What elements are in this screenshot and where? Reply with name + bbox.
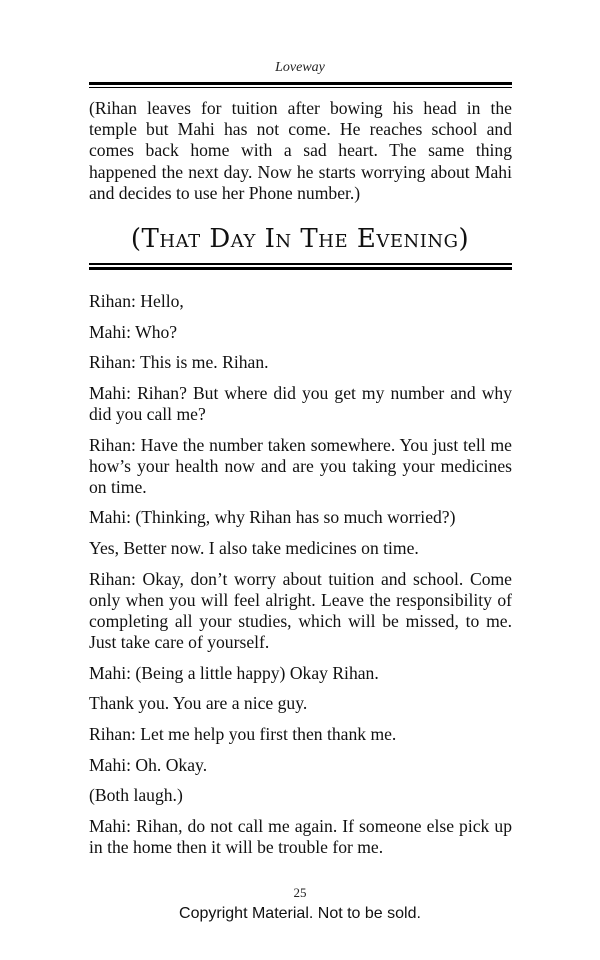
header-rule-thin bbox=[89, 87, 512, 88]
dialogue-line: Rihan: Okay, don’t worry about tuition and school. Come only when you will feel alright. Leave the responsibility of completing all your studies, which will be missed, to me. Just take care of yourself. bbox=[89, 568, 512, 652]
dialogue-line: Rihan: Have the number taken somewhere. You just tell me how’s your health now and are you taking your medicines on time. bbox=[89, 434, 512, 497]
dialogue-line: Yes, Better now. I also take medicines on time. bbox=[89, 538, 419, 559]
heading-rule-thick bbox=[89, 267, 512, 270]
heading-rule-thin bbox=[89, 263, 512, 265]
dialogue-block bbox=[89, 291, 512, 868]
dialogue-line: Mahi: Rihan? But where did you get my number and why did you call me? bbox=[89, 383, 512, 425]
dialogue-line: Mahi: Oh. Okay. bbox=[89, 754, 208, 775]
dialogue-line: Mahi: Rihan, do not call me again. If someone else pick up in the home then it will be trouble for me. bbox=[89, 815, 512, 857]
dialogue-line: (Both laugh.) bbox=[89, 785, 183, 806]
page-number: 25 bbox=[293, 885, 307, 900]
running-header-title: Loveway bbox=[275, 60, 325, 75]
dialogue-line: Mahi: (Thinking, why Rihan has so much worried?) bbox=[89, 507, 456, 528]
dialogue-line: Rihan: Hello, bbox=[89, 291, 184, 311]
header-rule-thick bbox=[89, 82, 512, 85]
chapter-heading: (That Day In The Evening) bbox=[130, 224, 470, 254]
dialogue-line: Rihan: This is me. Rihan. bbox=[89, 352, 269, 373]
copyright-notice: Copyright Material. Not to be sold. bbox=[179, 905, 421, 922]
intro-paragraph: (Rihan leaves for tuition after bowing his head in the temple but Mahi has not come. He reaches school and comes back home with a sad heart. The same thing happened the next day. Now he starts worrying about Mahi and decides to use her Phone number.) bbox=[89, 98, 512, 203]
dialogue-line: Rihan: Let me help you first then thank me. bbox=[89, 723, 397, 744]
dialogue-line: Thank you. You are a nice guy. bbox=[89, 693, 308, 714]
dialogue-line: Mahi: Who? bbox=[89, 321, 178, 342]
dialogue-line: Mahi: (Being a little happy) Okay Rihan. bbox=[89, 662, 379, 683]
